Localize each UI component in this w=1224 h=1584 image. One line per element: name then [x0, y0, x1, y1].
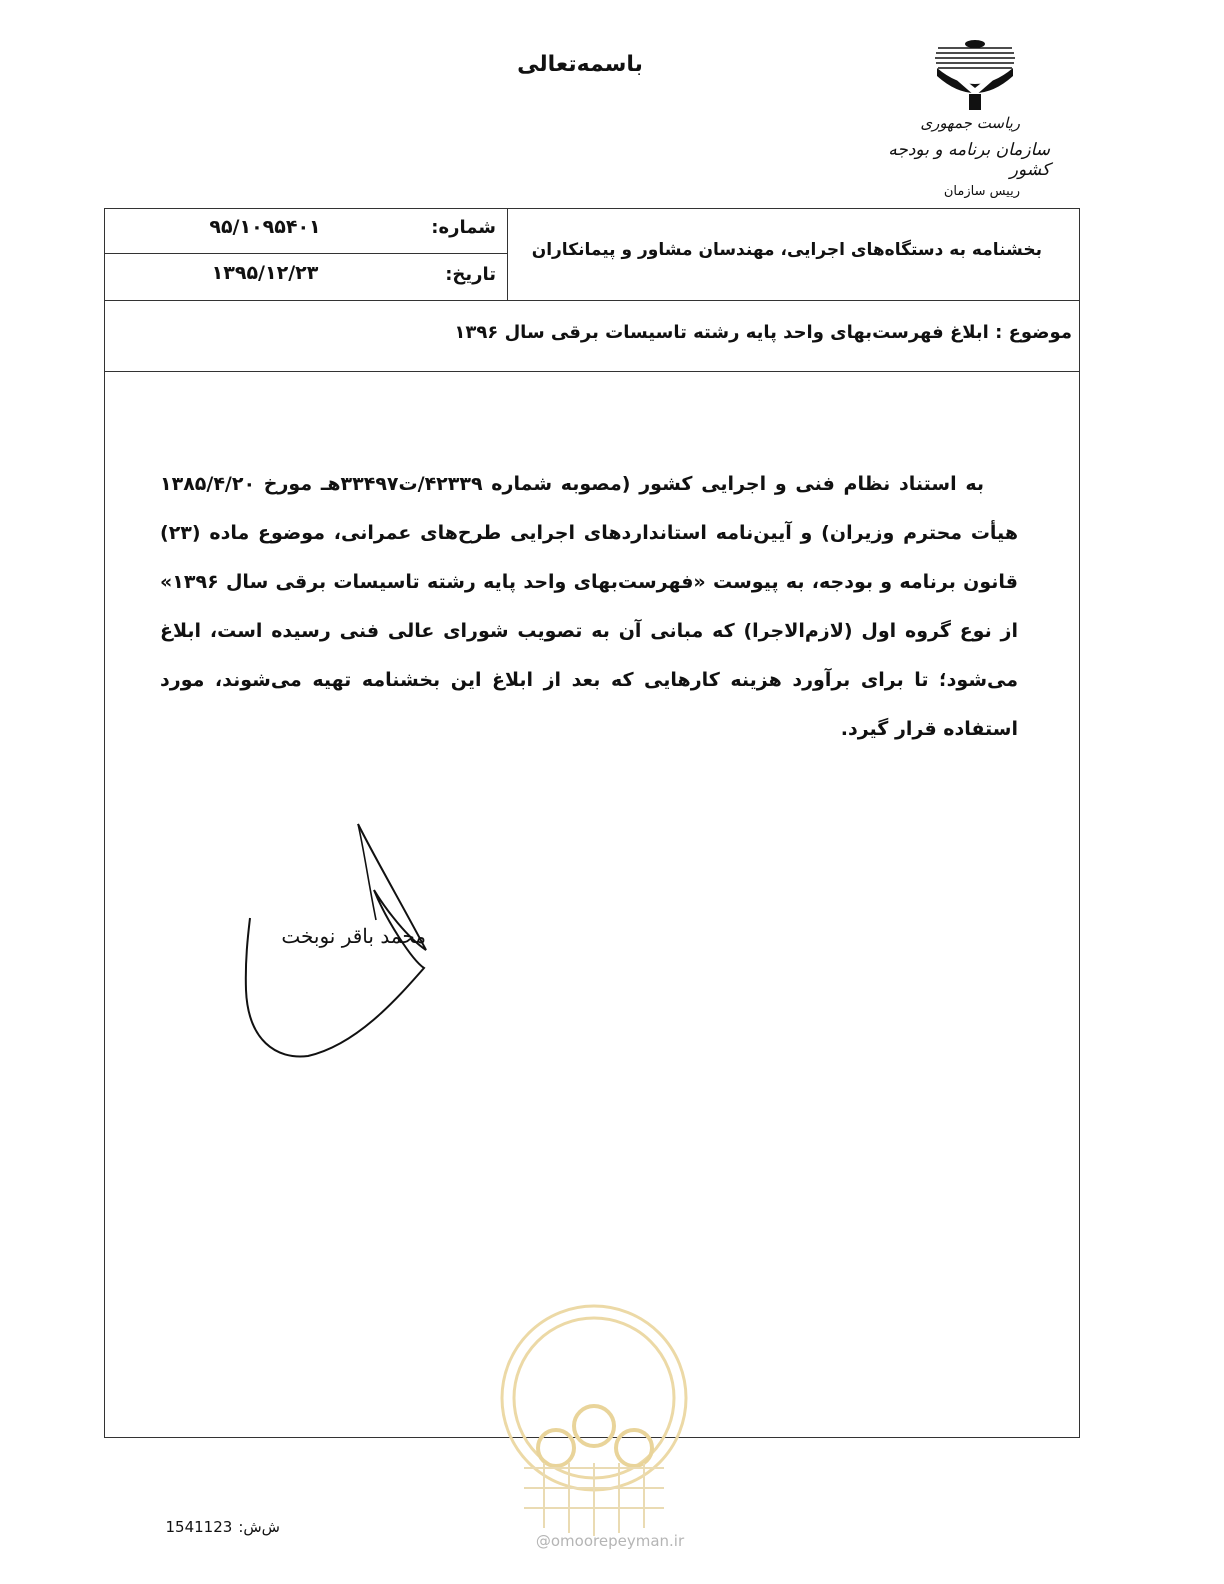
signer-name: محمد باقر نوبخت [281, 924, 426, 948]
date-label: تاریخ: [445, 264, 496, 285]
watermark-url: @omoorepeyman.ir [535, 1532, 685, 1550]
header-divider-middle [104, 253, 507, 254]
emblem-logo [932, 38, 1018, 116]
header-divider-vertical [507, 208, 508, 300]
sheet-id-label: ش‌ش: [238, 1518, 280, 1536]
watermark-logo [494, 1298, 694, 1538]
recipients-line: بخشنامه به دستگاه‌های اجرایی، مهندسان مشاور و پیمانکاران [531, 240, 1042, 260]
subject-line: موضوع : ابلاغ فهرست‌بهای واحد پایه رشته تاسیسات برقی سال ۱۳۹۶ [454, 322, 1072, 343]
letter-body: به استناد نظام فنی و اجرایی کشور (مصوبه شماره ۴۲۳۳۹/ت۳۳۴۹۷هـ مورخ ۱۳۸۵/۴/۲۰ هیأت محترم وزیران) و آیین‌نامه استانداردهای اجرایی طرح‌های عمرانی، موضوع ماده (۲۳) قانون برنامه و بودجه، به پیوست «فهرست‌بهای واحد پایه رشته تاسیسات برقی سال ۱۳۹۶» از نوع گروه اول (لازم‌الاجرا) که مبانی آن به تصویب شورای عالی فنی رسیده است، ابلاغ می‌شود؛ تا برای برآورد هزینه کارهایی که بعد از ابلاغ این بخشنامه تهیه می‌شوند، مورد استفاده قرار گیرد. [160, 473, 1018, 740]
number-label: شماره: [431, 217, 496, 238]
sheet-id-value: 1541123 [165, 1518, 233, 1536]
org-line-presidency: ریاست جمهوری [920, 114, 1020, 132]
org-line-title: رییس سازمان [943, 184, 1020, 199]
sheet-id [140, 1518, 280, 1536]
header-divider-bottom [104, 300, 1080, 301]
subject-divider [104, 371, 1080, 372]
number-value: ۹۵/۱۰۹۵۴۰۱ [209, 216, 321, 238]
date-value: ۱۳۹۵/۱۲/۲۳ [211, 262, 319, 284]
invocation-heading: باسمه‌تعالی [517, 52, 643, 77]
org-line-name: سازمان برنامه و بودجه کشور [888, 140, 1050, 180]
